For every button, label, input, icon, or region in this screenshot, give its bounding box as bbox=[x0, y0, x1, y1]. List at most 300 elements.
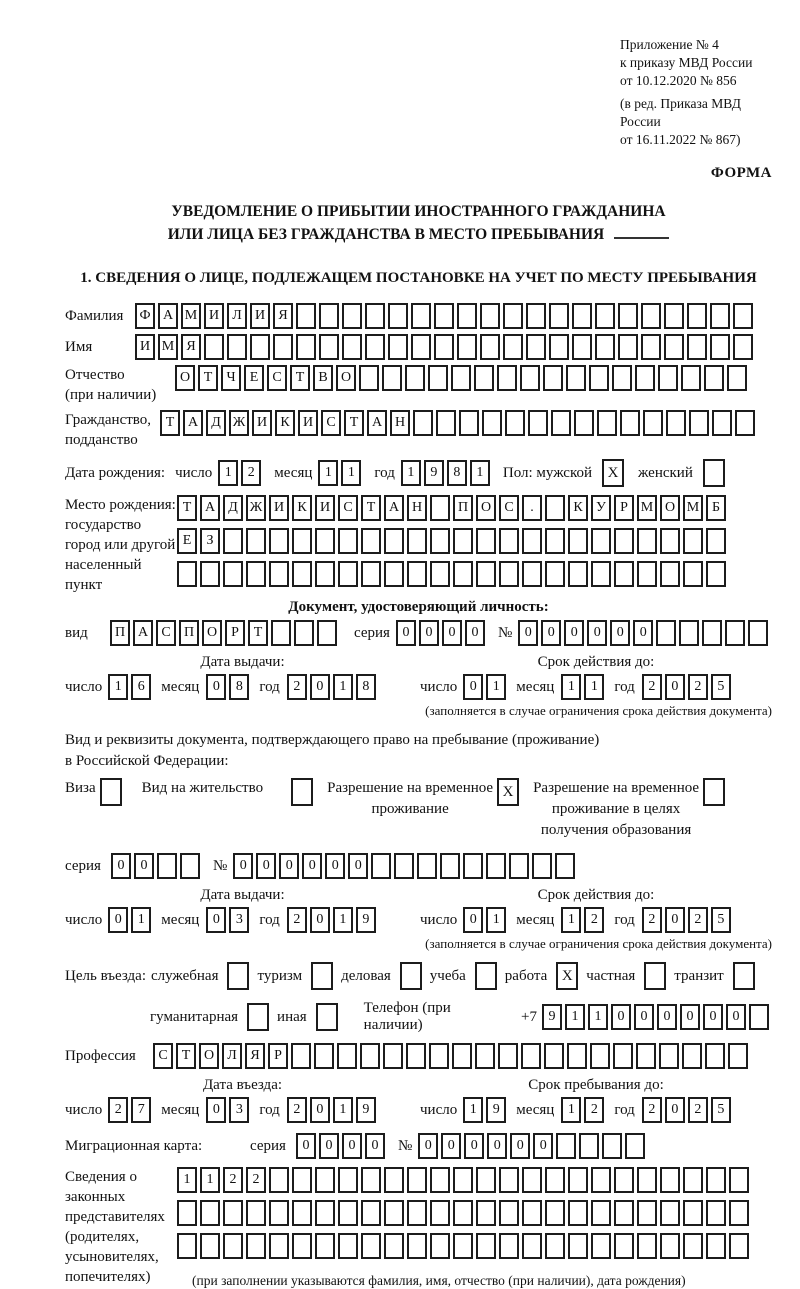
char-cell[interactable] bbox=[499, 1167, 519, 1193]
char-cell[interactable] bbox=[384, 528, 404, 554]
char-cell[interactable] bbox=[246, 1200, 266, 1226]
char-cell[interactable] bbox=[545, 495, 565, 521]
char-cell[interactable] bbox=[522, 1167, 542, 1193]
char-cell[interactable]: С bbox=[499, 495, 519, 521]
char-cell[interactable] bbox=[706, 1200, 726, 1226]
char-cell[interactable]: 6 bbox=[131, 674, 151, 700]
char-cell[interactable] bbox=[428, 365, 448, 391]
purpose-chastnaya-checkbox[interactable] bbox=[644, 962, 666, 990]
char-cell[interactable] bbox=[292, 561, 312, 587]
char-cell[interactable] bbox=[411, 334, 431, 360]
char-cell[interactable] bbox=[727, 365, 747, 391]
char-cell[interactable] bbox=[706, 1167, 726, 1193]
char-cell[interactable] bbox=[625, 1133, 645, 1159]
char-cell[interactable] bbox=[453, 561, 473, 587]
char-cell[interactable] bbox=[407, 1200, 427, 1226]
char-cell[interactable] bbox=[388, 303, 408, 329]
char-cell[interactable]: А bbox=[133, 620, 153, 646]
char-cell[interactable] bbox=[384, 1233, 404, 1259]
char-cell[interactable]: 9 bbox=[356, 907, 376, 933]
char-cell[interactable]: 1 bbox=[470, 460, 490, 486]
char-cell[interactable]: 0 bbox=[533, 1133, 553, 1159]
purpose-inaya-checkbox[interactable] bbox=[316, 1003, 338, 1031]
char-cell[interactable]: 3 bbox=[229, 1097, 249, 1123]
purpose-turizm-checkbox[interactable] bbox=[311, 962, 333, 990]
char-cell[interactable] bbox=[664, 303, 684, 329]
char-cell[interactable] bbox=[568, 561, 588, 587]
char-cell[interactable] bbox=[509, 853, 529, 879]
char-cell[interactable] bbox=[614, 1200, 634, 1226]
char-cell[interactable]: Н bbox=[407, 495, 427, 521]
char-cell[interactable]: 2 bbox=[287, 674, 307, 700]
char-cell[interactable]: З bbox=[200, 528, 220, 554]
char-cell[interactable] bbox=[556, 1133, 576, 1159]
purpose-ucheba-checkbox[interactable] bbox=[475, 962, 497, 990]
char-cell[interactable] bbox=[568, 1233, 588, 1259]
char-cell[interactable]: М bbox=[158, 334, 178, 360]
char-cell[interactable] bbox=[430, 1233, 450, 1259]
char-cell[interactable]: 2 bbox=[688, 1097, 708, 1123]
char-cell[interactable] bbox=[545, 561, 565, 587]
char-cell[interactable] bbox=[371, 853, 391, 879]
char-cell[interactable] bbox=[457, 303, 477, 329]
char-cell[interactable]: Н bbox=[390, 410, 410, 436]
char-cell[interactable] bbox=[528, 410, 548, 436]
char-cell[interactable] bbox=[476, 528, 496, 554]
char-cell[interactable] bbox=[292, 1200, 312, 1226]
char-cell[interactable]: Б bbox=[706, 495, 726, 521]
char-cell[interactable] bbox=[315, 1167, 335, 1193]
char-cell[interactable]: 0 bbox=[518, 620, 538, 646]
char-cell[interactable] bbox=[545, 1167, 565, 1193]
char-cell[interactable] bbox=[453, 1167, 473, 1193]
char-cell[interactable] bbox=[361, 1233, 381, 1259]
char-cell[interactable] bbox=[250, 334, 270, 360]
char-cell[interactable]: 0 bbox=[418, 1133, 438, 1159]
char-cell[interactable] bbox=[273, 334, 293, 360]
char-cell[interactable] bbox=[361, 1167, 381, 1193]
char-cell[interactable] bbox=[660, 1200, 680, 1226]
char-cell[interactable] bbox=[637, 1167, 657, 1193]
char-cell[interactable]: С bbox=[267, 365, 287, 391]
char-cell[interactable]: А bbox=[183, 410, 203, 436]
char-cell[interactable]: 2 bbox=[688, 674, 708, 700]
char-cell[interactable]: О bbox=[336, 365, 356, 391]
char-cell[interactable]: 0 bbox=[541, 620, 561, 646]
char-cell[interactable]: 0 bbox=[310, 907, 330, 933]
char-cell[interactable] bbox=[430, 528, 450, 554]
char-cell[interactable] bbox=[476, 1233, 496, 1259]
char-cell[interactable] bbox=[641, 303, 661, 329]
char-cell[interactable] bbox=[434, 303, 454, 329]
char-cell[interactable] bbox=[568, 1167, 588, 1193]
char-cell[interactable]: Ж bbox=[229, 410, 249, 436]
char-cell[interactable]: 0 bbox=[310, 1097, 330, 1123]
char-cell[interactable] bbox=[480, 303, 500, 329]
char-cell[interactable] bbox=[591, 561, 611, 587]
char-cell[interactable] bbox=[687, 334, 707, 360]
char-cell[interactable]: 2 bbox=[287, 1097, 307, 1123]
char-cell[interactable] bbox=[543, 365, 563, 391]
char-cell[interactable]: Т bbox=[177, 495, 197, 521]
char-cell[interactable]: 0 bbox=[419, 620, 439, 646]
char-cell[interactable]: 0 bbox=[279, 853, 299, 879]
char-cell[interactable] bbox=[384, 1167, 404, 1193]
char-cell[interactable] bbox=[434, 334, 454, 360]
char-cell[interactable] bbox=[643, 410, 663, 436]
rvp-checkbox[interactable]: X bbox=[497, 778, 519, 806]
char-cell[interactable] bbox=[620, 410, 640, 436]
purpose-sluzhebnaya-checkbox[interactable] bbox=[227, 962, 249, 990]
char-cell[interactable] bbox=[319, 303, 339, 329]
char-cell[interactable] bbox=[666, 410, 686, 436]
char-cell[interactable] bbox=[180, 853, 200, 879]
char-cell[interactable]: Е bbox=[177, 528, 197, 554]
char-cell[interactable]: 0 bbox=[348, 853, 368, 879]
char-cell[interactable] bbox=[702, 620, 722, 646]
char-cell[interactable]: О bbox=[476, 495, 496, 521]
char-cell[interactable] bbox=[712, 410, 732, 436]
char-cell[interactable] bbox=[733, 303, 753, 329]
char-cell[interactable] bbox=[342, 334, 362, 360]
char-cell[interactable]: К bbox=[292, 495, 312, 521]
char-cell[interactable] bbox=[382, 365, 402, 391]
char-cell[interactable]: М bbox=[683, 495, 703, 521]
char-cell[interactable] bbox=[405, 365, 425, 391]
char-cell[interactable] bbox=[315, 561, 335, 587]
char-cell[interactable] bbox=[590, 1043, 610, 1069]
char-cell[interactable]: 1 bbox=[318, 460, 338, 486]
char-cell[interactable]: К bbox=[568, 495, 588, 521]
char-cell[interactable]: Ф bbox=[135, 303, 155, 329]
char-cell[interactable]: 2 bbox=[223, 1167, 243, 1193]
char-cell[interactable]: Р bbox=[268, 1043, 288, 1069]
char-cell[interactable]: У bbox=[591, 495, 611, 521]
char-cell[interactable] bbox=[476, 1167, 496, 1193]
char-cell[interactable]: Я bbox=[181, 334, 201, 360]
char-cell[interactable] bbox=[729, 1167, 749, 1193]
char-cell[interactable] bbox=[637, 528, 657, 554]
char-cell[interactable] bbox=[338, 1233, 358, 1259]
char-cell[interactable] bbox=[706, 561, 726, 587]
char-cell[interactable] bbox=[706, 1233, 726, 1259]
char-cell[interactable]: Л bbox=[222, 1043, 242, 1069]
char-cell[interactable] bbox=[618, 334, 638, 360]
char-cell[interactable] bbox=[361, 561, 381, 587]
char-cell[interactable] bbox=[503, 334, 523, 360]
char-cell[interactable] bbox=[476, 1200, 496, 1226]
char-cell[interactable] bbox=[555, 853, 575, 879]
char-cell[interactable] bbox=[532, 853, 552, 879]
char-cell[interactable]: 1 bbox=[486, 907, 506, 933]
char-cell[interactable]: Р bbox=[225, 620, 245, 646]
char-cell[interactable] bbox=[246, 528, 266, 554]
char-cell[interactable] bbox=[725, 620, 745, 646]
char-cell[interactable] bbox=[499, 561, 519, 587]
char-cell[interactable]: 0 bbox=[665, 1097, 685, 1123]
char-cell[interactable]: А bbox=[384, 495, 404, 521]
char-cell[interactable] bbox=[407, 1167, 427, 1193]
char-cell[interactable]: 0 bbox=[442, 620, 462, 646]
char-cell[interactable]: Я bbox=[273, 303, 293, 329]
char-cell[interactable]: 8 bbox=[447, 460, 467, 486]
char-cell[interactable]: 2 bbox=[642, 674, 662, 700]
char-cell[interactable] bbox=[618, 303, 638, 329]
char-cell[interactable] bbox=[475, 1043, 495, 1069]
char-cell[interactable] bbox=[200, 1233, 220, 1259]
char-cell[interactable]: П bbox=[179, 620, 199, 646]
char-cell[interactable]: 0 bbox=[463, 674, 483, 700]
char-cell[interactable] bbox=[360, 1043, 380, 1069]
char-cell[interactable]: 9 bbox=[356, 1097, 376, 1123]
char-cell[interactable]: Т bbox=[198, 365, 218, 391]
char-cell[interactable] bbox=[572, 334, 592, 360]
char-cell[interactable] bbox=[545, 1200, 565, 1226]
char-cell[interactable] bbox=[710, 334, 730, 360]
char-cell[interactable] bbox=[315, 1200, 335, 1226]
char-cell[interactable] bbox=[269, 528, 289, 554]
char-cell[interactable]: Е bbox=[244, 365, 264, 391]
char-cell[interactable] bbox=[177, 561, 197, 587]
char-cell[interactable]: В bbox=[313, 365, 333, 391]
char-cell[interactable] bbox=[429, 1043, 449, 1069]
char-cell[interactable]: 0 bbox=[342, 1133, 362, 1159]
char-cell[interactable] bbox=[568, 1200, 588, 1226]
char-cell[interactable]: С bbox=[321, 410, 341, 436]
char-cell[interactable] bbox=[637, 561, 657, 587]
char-cell[interactable] bbox=[482, 410, 502, 436]
char-cell[interactable] bbox=[384, 1200, 404, 1226]
char-cell[interactable]: 8 bbox=[356, 674, 376, 700]
char-cell[interactable]: 1 bbox=[218, 460, 238, 486]
char-cell[interactable] bbox=[388, 334, 408, 360]
char-cell[interactable]: 0 bbox=[302, 853, 322, 879]
char-cell[interactable]: Я bbox=[245, 1043, 265, 1069]
char-cell[interactable] bbox=[613, 1043, 633, 1069]
char-cell[interactable] bbox=[200, 561, 220, 587]
char-cell[interactable]: 0 bbox=[487, 1133, 507, 1159]
char-cell[interactable] bbox=[337, 1043, 357, 1069]
char-cell[interactable]: 0 bbox=[441, 1133, 461, 1159]
char-cell[interactable] bbox=[361, 1200, 381, 1226]
char-cell[interactable]: Т bbox=[361, 495, 381, 521]
char-cell[interactable]: 0 bbox=[134, 853, 154, 879]
char-cell[interactable]: 0 bbox=[587, 620, 607, 646]
char-cell[interactable] bbox=[656, 620, 676, 646]
char-cell[interactable]: И bbox=[298, 410, 318, 436]
char-cell[interactable] bbox=[430, 561, 450, 587]
char-cell[interactable] bbox=[271, 620, 291, 646]
char-cell[interactable]: А bbox=[200, 495, 220, 521]
char-cell[interactable] bbox=[522, 561, 542, 587]
char-cell[interactable] bbox=[291, 1043, 311, 1069]
purpose-tranzit-checkbox[interactable] bbox=[733, 962, 755, 990]
char-cell[interactable]: О bbox=[199, 1043, 219, 1069]
char-cell[interactable]: С bbox=[153, 1043, 173, 1069]
char-cell[interactable] bbox=[319, 334, 339, 360]
char-cell[interactable]: К bbox=[275, 410, 295, 436]
char-cell[interactable]: 0 bbox=[726, 1004, 746, 1030]
char-cell[interactable]: 0 bbox=[463, 907, 483, 933]
char-cell[interactable] bbox=[417, 853, 437, 879]
char-cell[interactable] bbox=[246, 1233, 266, 1259]
char-cell[interactable] bbox=[406, 1043, 426, 1069]
char-cell[interactable]: 0 bbox=[610, 620, 630, 646]
char-cell[interactable]: 1 bbox=[131, 907, 151, 933]
char-cell[interactable] bbox=[729, 1233, 749, 1259]
char-cell[interactable]: 0 bbox=[296, 1133, 316, 1159]
char-cell[interactable]: Т bbox=[160, 410, 180, 436]
char-cell[interactable]: Т bbox=[290, 365, 310, 391]
char-cell[interactable] bbox=[314, 1043, 334, 1069]
char-cell[interactable]: 2 bbox=[246, 1167, 266, 1193]
char-cell[interactable]: 2 bbox=[108, 1097, 128, 1123]
char-cell[interactable]: О bbox=[175, 365, 195, 391]
char-cell[interactable] bbox=[683, 1233, 703, 1259]
char-cell[interactable] bbox=[430, 1200, 450, 1226]
char-cell[interactable] bbox=[200, 1200, 220, 1226]
char-cell[interactable] bbox=[572, 303, 592, 329]
char-cell[interactable]: 1 bbox=[463, 1097, 483, 1123]
char-cell[interactable] bbox=[440, 853, 460, 879]
char-cell[interactable] bbox=[526, 334, 546, 360]
char-cell[interactable] bbox=[614, 528, 634, 554]
char-cell[interactable]: А bbox=[367, 410, 387, 436]
char-cell[interactable] bbox=[729, 1200, 749, 1226]
char-cell[interactable]: И bbox=[315, 495, 335, 521]
char-cell[interactable]: С bbox=[156, 620, 176, 646]
char-cell[interactable] bbox=[579, 1133, 599, 1159]
char-cell[interactable]: 9 bbox=[542, 1004, 562, 1030]
char-cell[interactable] bbox=[595, 303, 615, 329]
char-cell[interactable] bbox=[315, 1233, 335, 1259]
char-cell[interactable] bbox=[296, 303, 316, 329]
char-cell[interactable]: М bbox=[181, 303, 201, 329]
char-cell[interactable] bbox=[246, 561, 266, 587]
char-cell[interactable]: И bbox=[135, 334, 155, 360]
char-cell[interactable] bbox=[689, 410, 709, 436]
char-cell[interactable] bbox=[177, 1233, 197, 1259]
char-cell[interactable] bbox=[637, 1200, 657, 1226]
char-cell[interactable] bbox=[407, 528, 427, 554]
char-cell[interactable]: 5 bbox=[711, 674, 731, 700]
purpose-rabota-checkbox[interactable]: X bbox=[556, 962, 578, 990]
char-cell[interactable] bbox=[526, 303, 546, 329]
char-cell[interactable] bbox=[407, 1233, 427, 1259]
char-cell[interactable]: 2 bbox=[642, 907, 662, 933]
sex-male-checkbox[interactable]: X bbox=[602, 459, 624, 487]
char-cell[interactable] bbox=[591, 528, 611, 554]
char-cell[interactable] bbox=[568, 528, 588, 554]
rvpo-checkbox[interactable] bbox=[703, 778, 725, 806]
char-cell[interactable]: 1 bbox=[584, 674, 604, 700]
char-cell[interactable] bbox=[338, 1167, 358, 1193]
char-cell[interactable] bbox=[660, 561, 680, 587]
char-cell[interactable]: И bbox=[252, 410, 272, 436]
char-cell[interactable] bbox=[612, 365, 632, 391]
char-cell[interactable]: 8 bbox=[229, 674, 249, 700]
vnz-checkbox[interactable] bbox=[291, 778, 313, 806]
char-cell[interactable] bbox=[177, 1200, 197, 1226]
char-cell[interactable] bbox=[660, 1167, 680, 1193]
char-cell[interactable] bbox=[660, 1233, 680, 1259]
char-cell[interactable] bbox=[292, 1167, 312, 1193]
char-cell[interactable]: П bbox=[110, 620, 130, 646]
char-cell[interactable] bbox=[430, 1167, 450, 1193]
char-cell[interactable] bbox=[480, 334, 500, 360]
char-cell[interactable] bbox=[474, 365, 494, 391]
char-cell[interactable]: 2 bbox=[584, 907, 604, 933]
char-cell[interactable]: 1 bbox=[333, 674, 353, 700]
char-cell[interactable]: 2 bbox=[688, 907, 708, 933]
char-cell[interactable]: 0 bbox=[657, 1004, 677, 1030]
char-cell[interactable] bbox=[641, 334, 661, 360]
char-cell[interactable] bbox=[223, 528, 243, 554]
char-cell[interactable] bbox=[683, 1167, 703, 1193]
char-cell[interactable]: О bbox=[660, 495, 680, 521]
char-cell[interactable] bbox=[687, 303, 707, 329]
char-cell[interactable]: 0 bbox=[633, 620, 653, 646]
char-cell[interactable]: 1 bbox=[565, 1004, 585, 1030]
char-cell[interactable]: 0 bbox=[233, 853, 253, 879]
char-cell[interactable] bbox=[204, 334, 224, 360]
char-cell[interactable]: И bbox=[204, 303, 224, 329]
char-cell[interactable] bbox=[574, 410, 594, 436]
char-cell[interactable] bbox=[498, 1043, 518, 1069]
char-cell[interactable] bbox=[296, 334, 316, 360]
char-cell[interactable] bbox=[521, 1043, 541, 1069]
char-cell[interactable]: 9 bbox=[486, 1097, 506, 1123]
char-cell[interactable] bbox=[522, 1233, 542, 1259]
char-cell[interactable]: 0 bbox=[665, 907, 685, 933]
char-cell[interactable] bbox=[476, 561, 496, 587]
char-cell[interactable] bbox=[591, 1167, 611, 1193]
char-cell[interactable]: 7 bbox=[131, 1097, 151, 1123]
char-cell[interactable]: 5 bbox=[711, 907, 731, 933]
visa-checkbox[interactable] bbox=[100, 778, 122, 806]
char-cell[interactable] bbox=[733, 334, 753, 360]
char-cell[interactable]: 2 bbox=[241, 460, 261, 486]
char-cell[interactable]: А bbox=[158, 303, 178, 329]
char-cell[interactable]: 0 bbox=[206, 1097, 226, 1123]
char-cell[interactable] bbox=[589, 365, 609, 391]
char-cell[interactable] bbox=[683, 528, 703, 554]
char-cell[interactable] bbox=[735, 410, 755, 436]
char-cell[interactable] bbox=[602, 1133, 622, 1159]
char-cell[interactable] bbox=[342, 303, 362, 329]
char-cell[interactable]: Л bbox=[227, 303, 247, 329]
char-cell[interactable] bbox=[522, 1200, 542, 1226]
char-cell[interactable] bbox=[486, 853, 506, 879]
char-cell[interactable] bbox=[338, 1200, 358, 1226]
purpose-delovaya-checkbox[interactable] bbox=[400, 962, 422, 990]
char-cell[interactable] bbox=[407, 561, 427, 587]
char-cell[interactable] bbox=[499, 528, 519, 554]
char-cell[interactable] bbox=[157, 853, 177, 879]
char-cell[interactable]: 0 bbox=[564, 620, 584, 646]
char-cell[interactable] bbox=[451, 365, 471, 391]
char-cell[interactable]: 3 bbox=[229, 907, 249, 933]
char-cell[interactable] bbox=[679, 620, 699, 646]
char-cell[interactable]: 0 bbox=[703, 1004, 723, 1030]
char-cell[interactable] bbox=[292, 528, 312, 554]
char-cell[interactable]: 0 bbox=[108, 907, 128, 933]
char-cell[interactable] bbox=[566, 365, 586, 391]
char-cell[interactable] bbox=[499, 1200, 519, 1226]
char-cell[interactable]: 2 bbox=[287, 907, 307, 933]
char-cell[interactable] bbox=[459, 410, 479, 436]
char-cell[interactable]: 0 bbox=[510, 1133, 530, 1159]
